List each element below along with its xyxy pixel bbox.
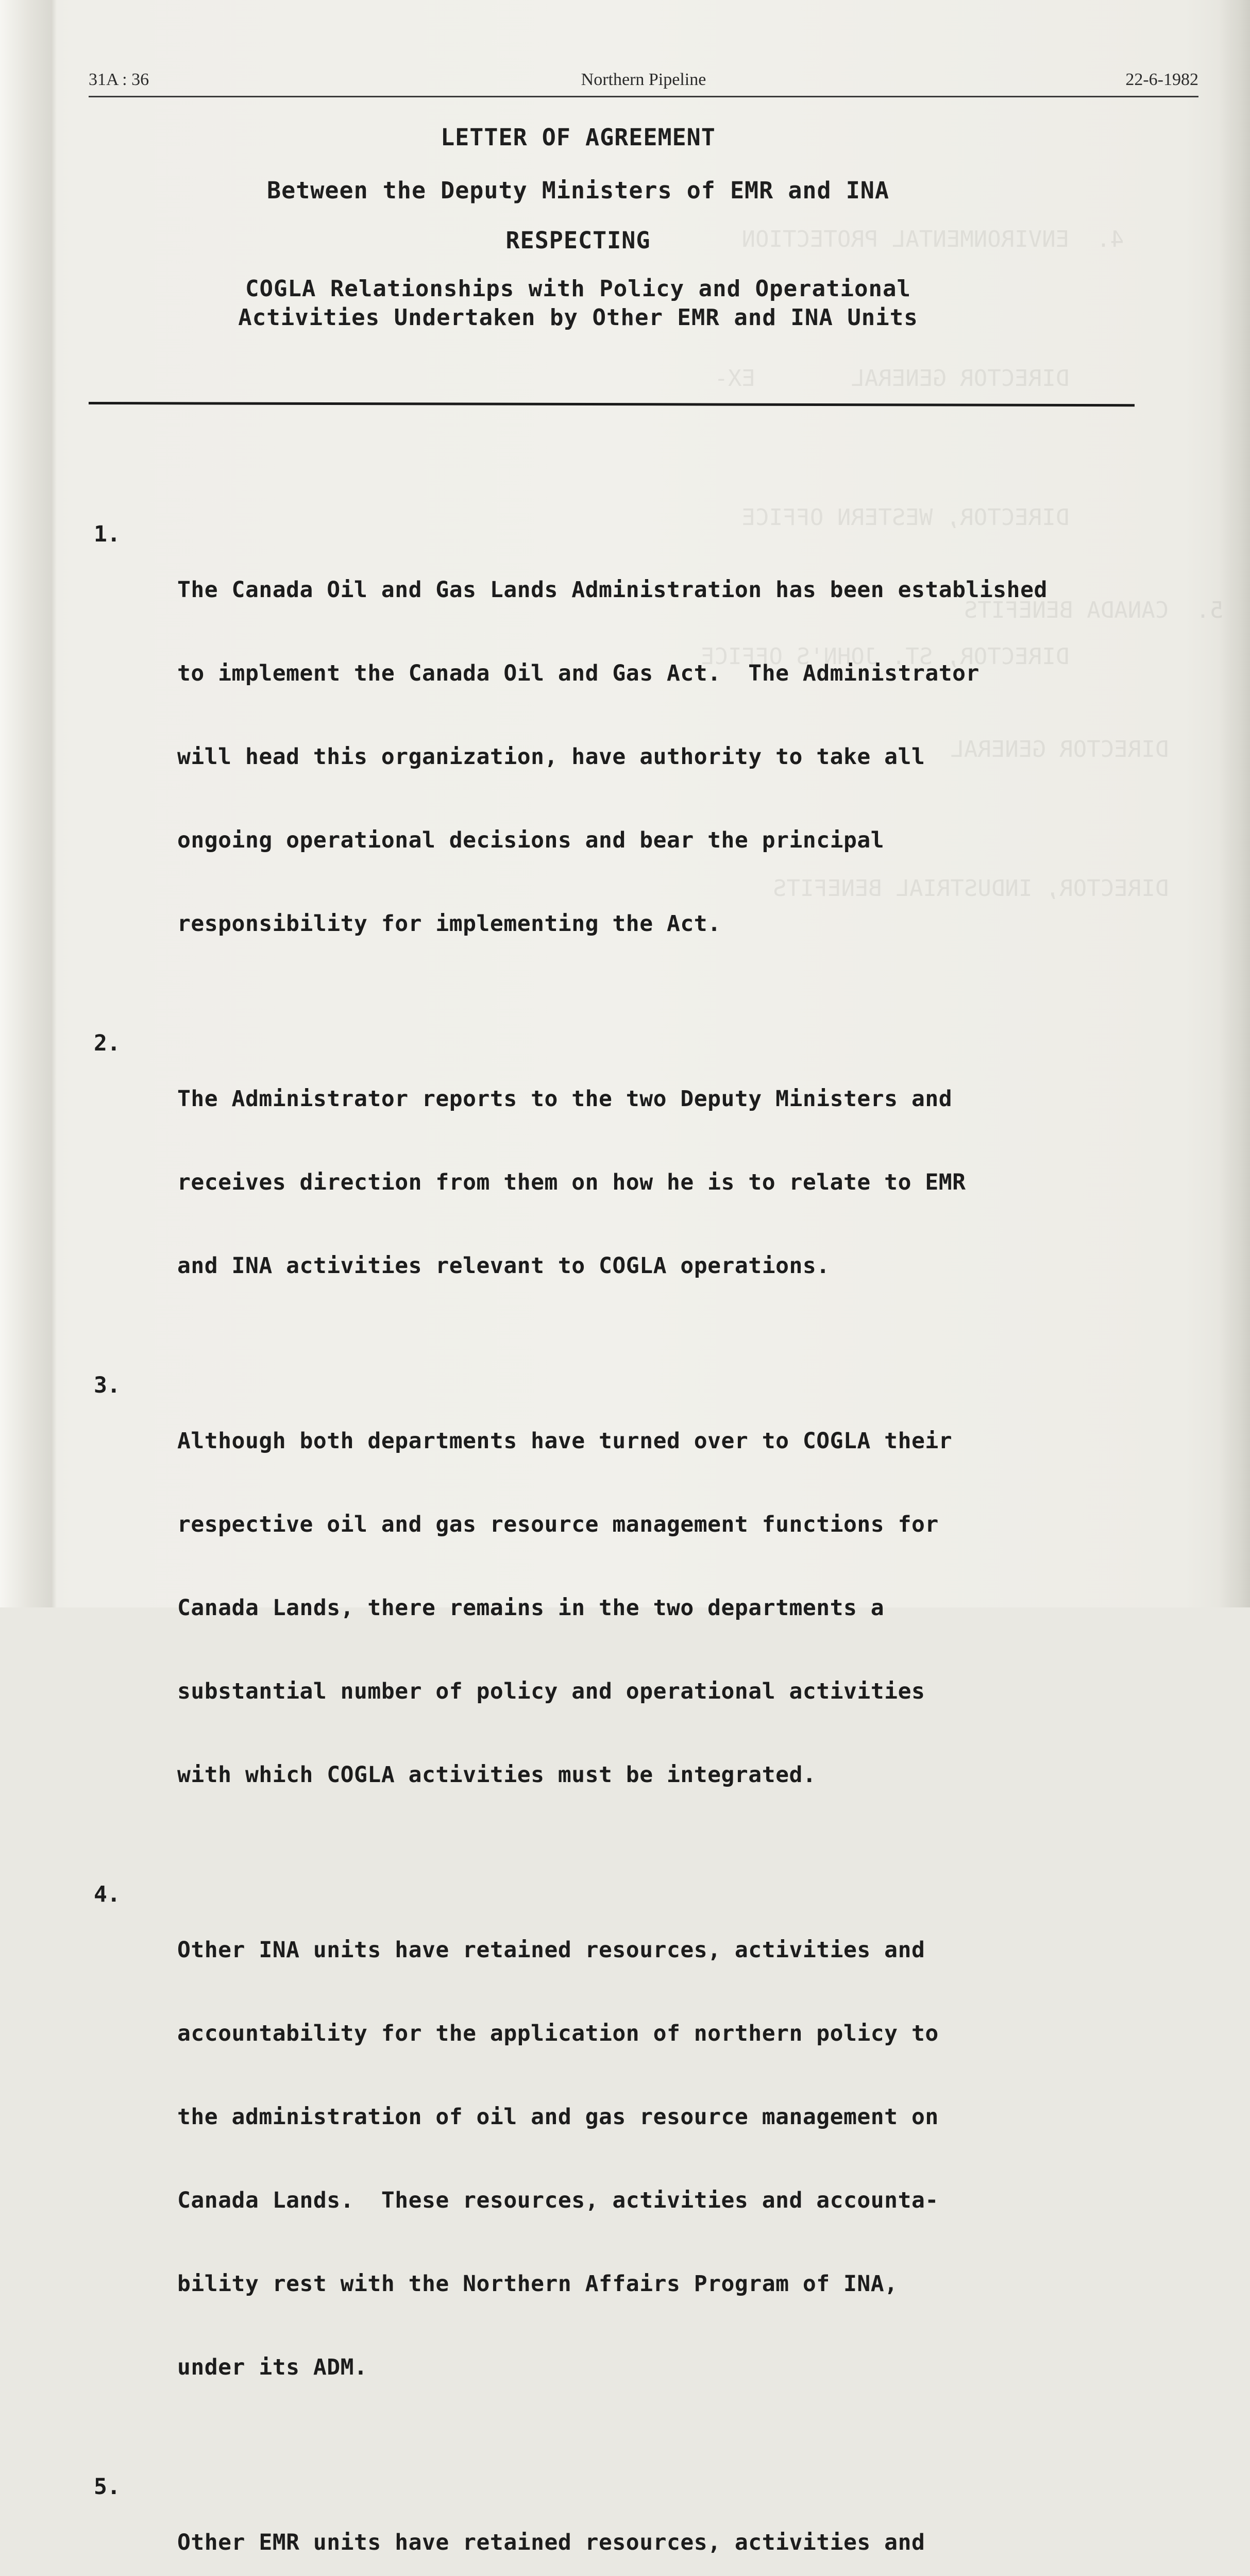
document-subtitle: Between the Deputy Ministers of EMR and INA	[267, 177, 889, 204]
item-line: bility rest with the Northern Affairs Program of INA,	[177, 2271, 898, 2297]
item-text	[177, 1371, 1238, 1844]
item-line: and INA activities relevant to COGLA operations.	[177, 1253, 830, 1279]
item-number: 2.	[94, 1030, 121, 1056]
subject-line: Activities Undertaken by Other EMR and INA Units	[238, 304, 918, 331]
item-line: substantial number of policy and operational activities	[177, 1679, 925, 1704]
item-number: 4.	[94, 1882, 121, 1907]
item-line: Other INA units have retained resources, activities and	[177, 1937, 925, 1963]
show-through-text-2: 5. CANADA BENEFITS DIRECTOR GENERAL DIRECTOR, INDUSTRIAL BENEFITS	[773, 597, 1224, 902]
item-line: with which COGLA activities must be integrated.	[177, 1762, 817, 1788]
item-line: Canada Lands. These resources, activities and accounta-	[177, 2188, 939, 2213]
binding-gutter	[0, 0, 57, 1607]
title-rule	[89, 402, 1135, 406]
subject-line: COGLA Relationships with Policy and Operational	[245, 276, 911, 302]
item-line: Although both departments have turned over to COGLA their	[177, 1428, 953, 1454]
list-item	[89, 520, 1238, 993]
subject-heading	[89, 275, 1068, 332]
item-line: ongoing operational decisions and bear the principal	[177, 827, 885, 853]
item-line: will head this organization, have authority to take all	[177, 744, 925, 770]
item-line: Canada Lands, there remains in the two departments a	[177, 1595, 885, 1621]
item-number: 3.	[94, 1372, 121, 1398]
item-number: 5.	[94, 2474, 121, 2500]
list-item	[89, 2473, 1238, 2576]
item-line: the administration of oil and gas resource management on	[177, 2104, 939, 2130]
item-text	[177, 2473, 1238, 2576]
page-reference: 31A : 36	[89, 70, 149, 89]
item-line: The Administrator reports to the two Deputy Ministers and	[177, 1086, 953, 1112]
show-through-text: 4. ENVIRONMENTAL PROTECTION DIRECTOR GENERAL EX- DIRECTOR, WESTERN OFFICE DIRECTOR, ST. JOHN'S OFFICE	[701, 226, 1124, 670]
item-text	[177, 520, 1238, 993]
running-header	[89, 67, 1198, 97]
title-block	[89, 118, 1068, 332]
item-line: The Canada Oil and Gas Lands Administration has been established	[177, 577, 1048, 603]
item-line: receives direction from them on how he is to relate to EMR	[177, 1170, 966, 1195]
item-line: respective oil and gas resource management functions for	[177, 1512, 939, 1537]
item-line: Other EMR units have retained resources, activities and	[177, 2530, 925, 2555]
numbered-items	[89, 520, 1238, 2576]
item-text	[177, 1029, 1238, 1335]
item-text	[177, 1880, 1238, 2437]
item-number: 1.	[94, 521, 121, 547]
item-line: responsibility for implementing the Act.	[177, 911, 721, 937]
header-date: 22-6-1982	[1125, 70, 1198, 89]
list-item	[89, 1029, 1238, 1335]
item-line: accountability for the application of northern policy to	[177, 2021, 939, 2046]
list-item	[89, 1880, 1238, 2437]
document-title: LETTER OF AGREEMENT	[441, 124, 716, 151]
list-item	[89, 1371, 1238, 1844]
respecting-heading: RESPECTING	[505, 227, 651, 254]
item-line: under its ADM.	[177, 2354, 368, 2380]
running-title: Northern Pipeline	[581, 70, 706, 89]
item-line: to implement the Canada Oil and Gas Act. The Administrator	[177, 660, 979, 686]
